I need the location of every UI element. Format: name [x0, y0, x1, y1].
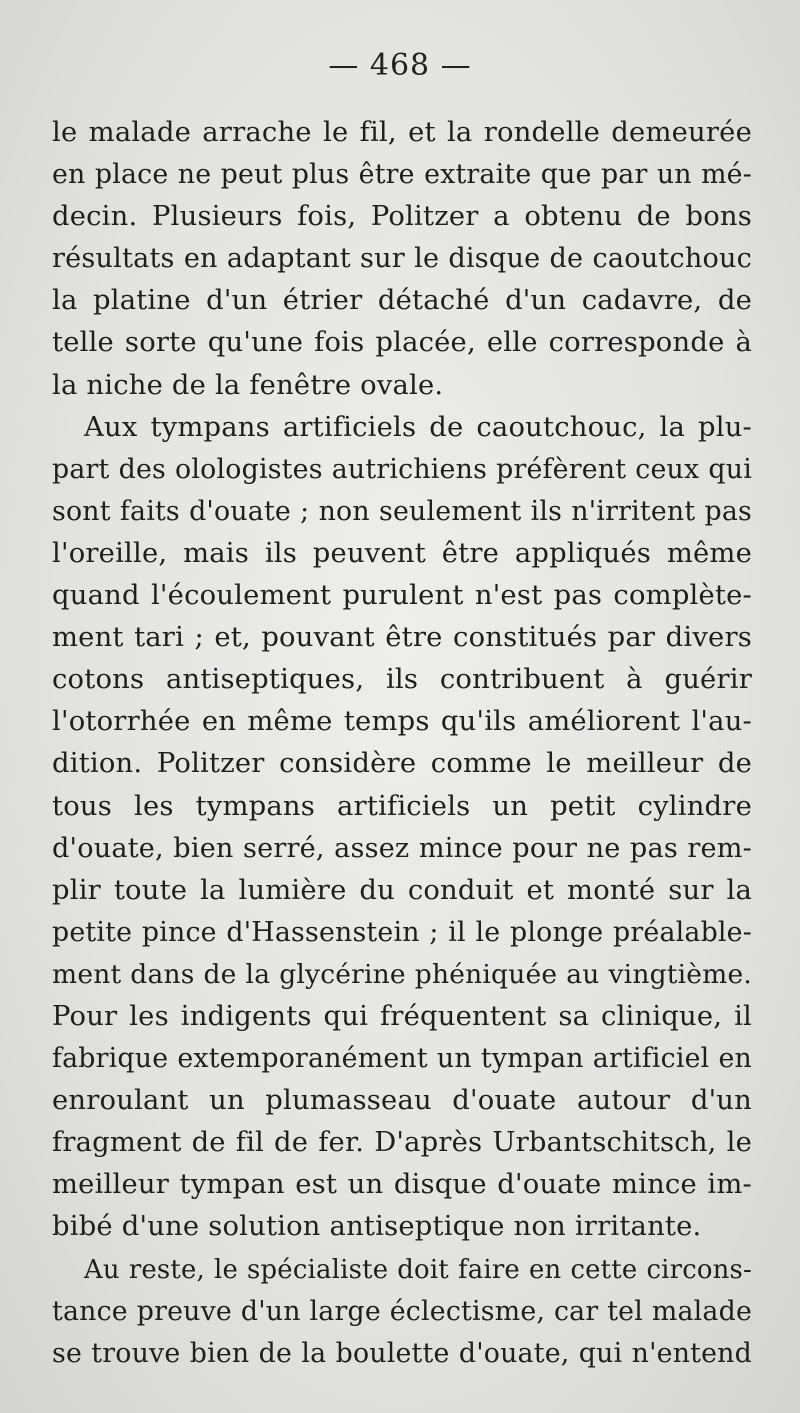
text-line: tance preuve d'un large éclectisme, car tel malade: [52, 1295, 752, 1327]
text-line: plir toute la lumière du conduit et monté sur la: [52, 874, 752, 906]
text-line: part des olologistes autrichiens préfèrent ceux qui: [52, 453, 752, 485]
text-line: l'oreille, mais ils peuvent être appliqués même: [52, 537, 752, 569]
page-number: — 468 —: [328, 48, 472, 83]
text-line: cotons antiseptiques, ils contribuent à guérir: [52, 664, 752, 696]
text-line: sont faits d'ouate ; non seulement ils n'irritent pas: [52, 495, 752, 527]
text-line: se trouve bien de la boulette d'ouate, qui n'entend: [52, 1337, 752, 1369]
text-line: la niche de la fenêtre ovale.: [52, 369, 444, 401]
text-line: telle sorte qu'une fois placée, elle corresponde à: [52, 327, 752, 359]
text-line: petite pince d'Hassenstein ; il le plonge préalable-: [52, 916, 752, 948]
text-line: résultats en adaptant sur le disque de caoutchouc: [52, 243, 752, 275]
text-line: d'ouate, bien serré, assez mince pour ne pas rem-: [52, 832, 752, 864]
text-line: bibé d'une solution antiseptique non irritante.: [52, 1211, 702, 1243]
text-line: tous les tympans artificiels un petit cylindre: [52, 790, 752, 822]
text-line: fragment de fil de fer. D'après Urbantschitsch, le: [52, 1127, 752, 1159]
text-line: Au reste, le spécialiste doit faire en cette circons-: [84, 1254, 752, 1285]
text-line: ment tari ; et, pouvant être constitués par divers: [52, 622, 752, 654]
text-line: quand l'écoulement purulent n'est pas complète-: [52, 580, 752, 612]
text-line: le malade arrache le fil, et la rondelle demeurée: [52, 117, 752, 148]
text-line: la platine d'un étrier détaché d'un cadavre, de: [52, 285, 752, 317]
text-line: dition. Politzer considère comme le meilleur de: [52, 748, 752, 780]
text-line: Pour les indigents qui fréquentent sa clinique, il: [52, 1000, 752, 1032]
body-text: [52, 112, 752, 1375]
text-line: meilleur tympan est un disque d'ouate mince im-: [52, 1169, 752, 1201]
text-line: decin. Plusieurs fois, Politzer a obtenu de bons: [52, 201, 752, 233]
text-line: en place ne peut plus être extraite que par un mé-: [52, 159, 752, 191]
text-line: fabrique extemporanément un tympan artificiel en: [52, 1043, 752, 1075]
text-line: enroulant un plumasseau d'ouate autour d'un: [52, 1085, 752, 1117]
text-line: ment dans de la glycérine phéniquée au vingtième.: [52, 958, 752, 990]
text-line: Aux tympans artificiels de caoutchouc, la plu-: [84, 411, 752, 443]
text-line: l'otorrhée en même temps qu'ils améliorent l'au-: [52, 706, 752, 738]
